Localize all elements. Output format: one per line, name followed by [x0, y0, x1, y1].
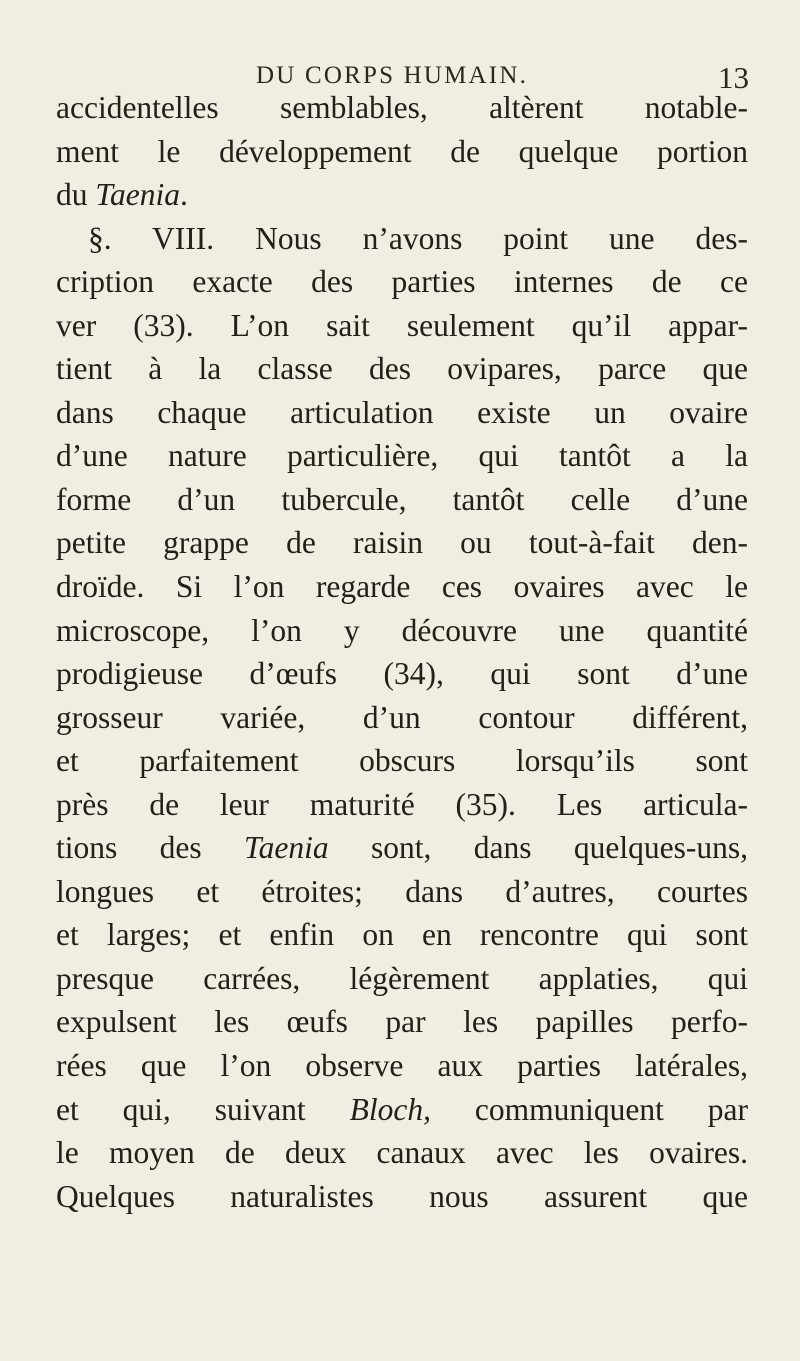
text-line: ver (33). L’on sait seulement qu’il appar- — [56, 307, 748, 343]
author-name: Bloch, — [349, 1091, 431, 1127]
taxon-name: Taenia — [244, 830, 329, 866]
section-heading-line: §. VIII. Nous n’avons point une des- — [88, 220, 748, 256]
text-line: cription exacte des parties internes de ce — [56, 264, 748, 300]
text-line: tient à la classe des ovipares, parce que — [56, 351, 748, 387]
text-line: ment le développement de quelque portion — [56, 133, 748, 169]
text-fragment: et qui, suivant — [56, 1091, 350, 1127]
page-number: 13 — [718, 60, 749, 95]
text-fragment: . — [180, 177, 188, 213]
text-line: expulsent les œufs par les papilles perfo- — [56, 1004, 748, 1040]
text-line — [56, 826, 748, 870]
text-line: forme d’un tubercule, tantôt celle d’une — [56, 481, 748, 517]
text-line: et parfaitement obscurs lorsqu’ils sont — [56, 743, 748, 779]
text-line: longues et étroites; dans d’autres, courtes — [56, 873, 748, 909]
text-line: petite grappe de raisin ou tout-à-fait den- — [56, 525, 748, 561]
text-line: d’une nature particulière, qui tantôt a la — [56, 438, 748, 474]
text-line: près de leur maturité (35). Les articula- — [56, 786, 748, 822]
text-line: droïde. Si l’on regarde ces ovaires avec le — [56, 569, 748, 605]
running-head: DU CORPS HUMAIN. — [256, 62, 529, 89]
text-line: grosseur variée, d’un contour différent, — [56, 699, 748, 735]
text-line: presque carrées, légèrement applaties, qui — [56, 960, 748, 996]
text-line: microscope, l’on y découvre une quantité — [56, 612, 748, 648]
text-line: prodigieuse d’œufs (34), qui sont d’une — [56, 656, 748, 692]
body-text — [56, 86, 748, 1218]
text-line: rées que l’on observe aux parties latérales, — [56, 1048, 748, 1084]
text-line: dans chaque articulation existe un ovaire — [56, 394, 748, 430]
text-fragment: communiquent par — [430, 1091, 748, 1127]
text-line: Quelques naturalistes nous assurent que — [56, 1178, 748, 1214]
text-line: accidentelles semblables, altèrent notable- — [56, 90, 748, 125]
text-fragment: sont, dans quelques-uns, — [328, 830, 748, 866]
text-line: et larges; et enfin on en rencontre qui sont — [56, 917, 748, 953]
text-line — [56, 173, 748, 217]
text-line: le moyen de deux canaux avec les ovaires. — [56, 1135, 748, 1171]
text-fragment: tions des — [56, 830, 245, 866]
text-fragment: du — [56, 177, 96, 213]
text-line — [56, 1088, 748, 1132]
taxon-name: Taenia — [95, 177, 180, 213]
